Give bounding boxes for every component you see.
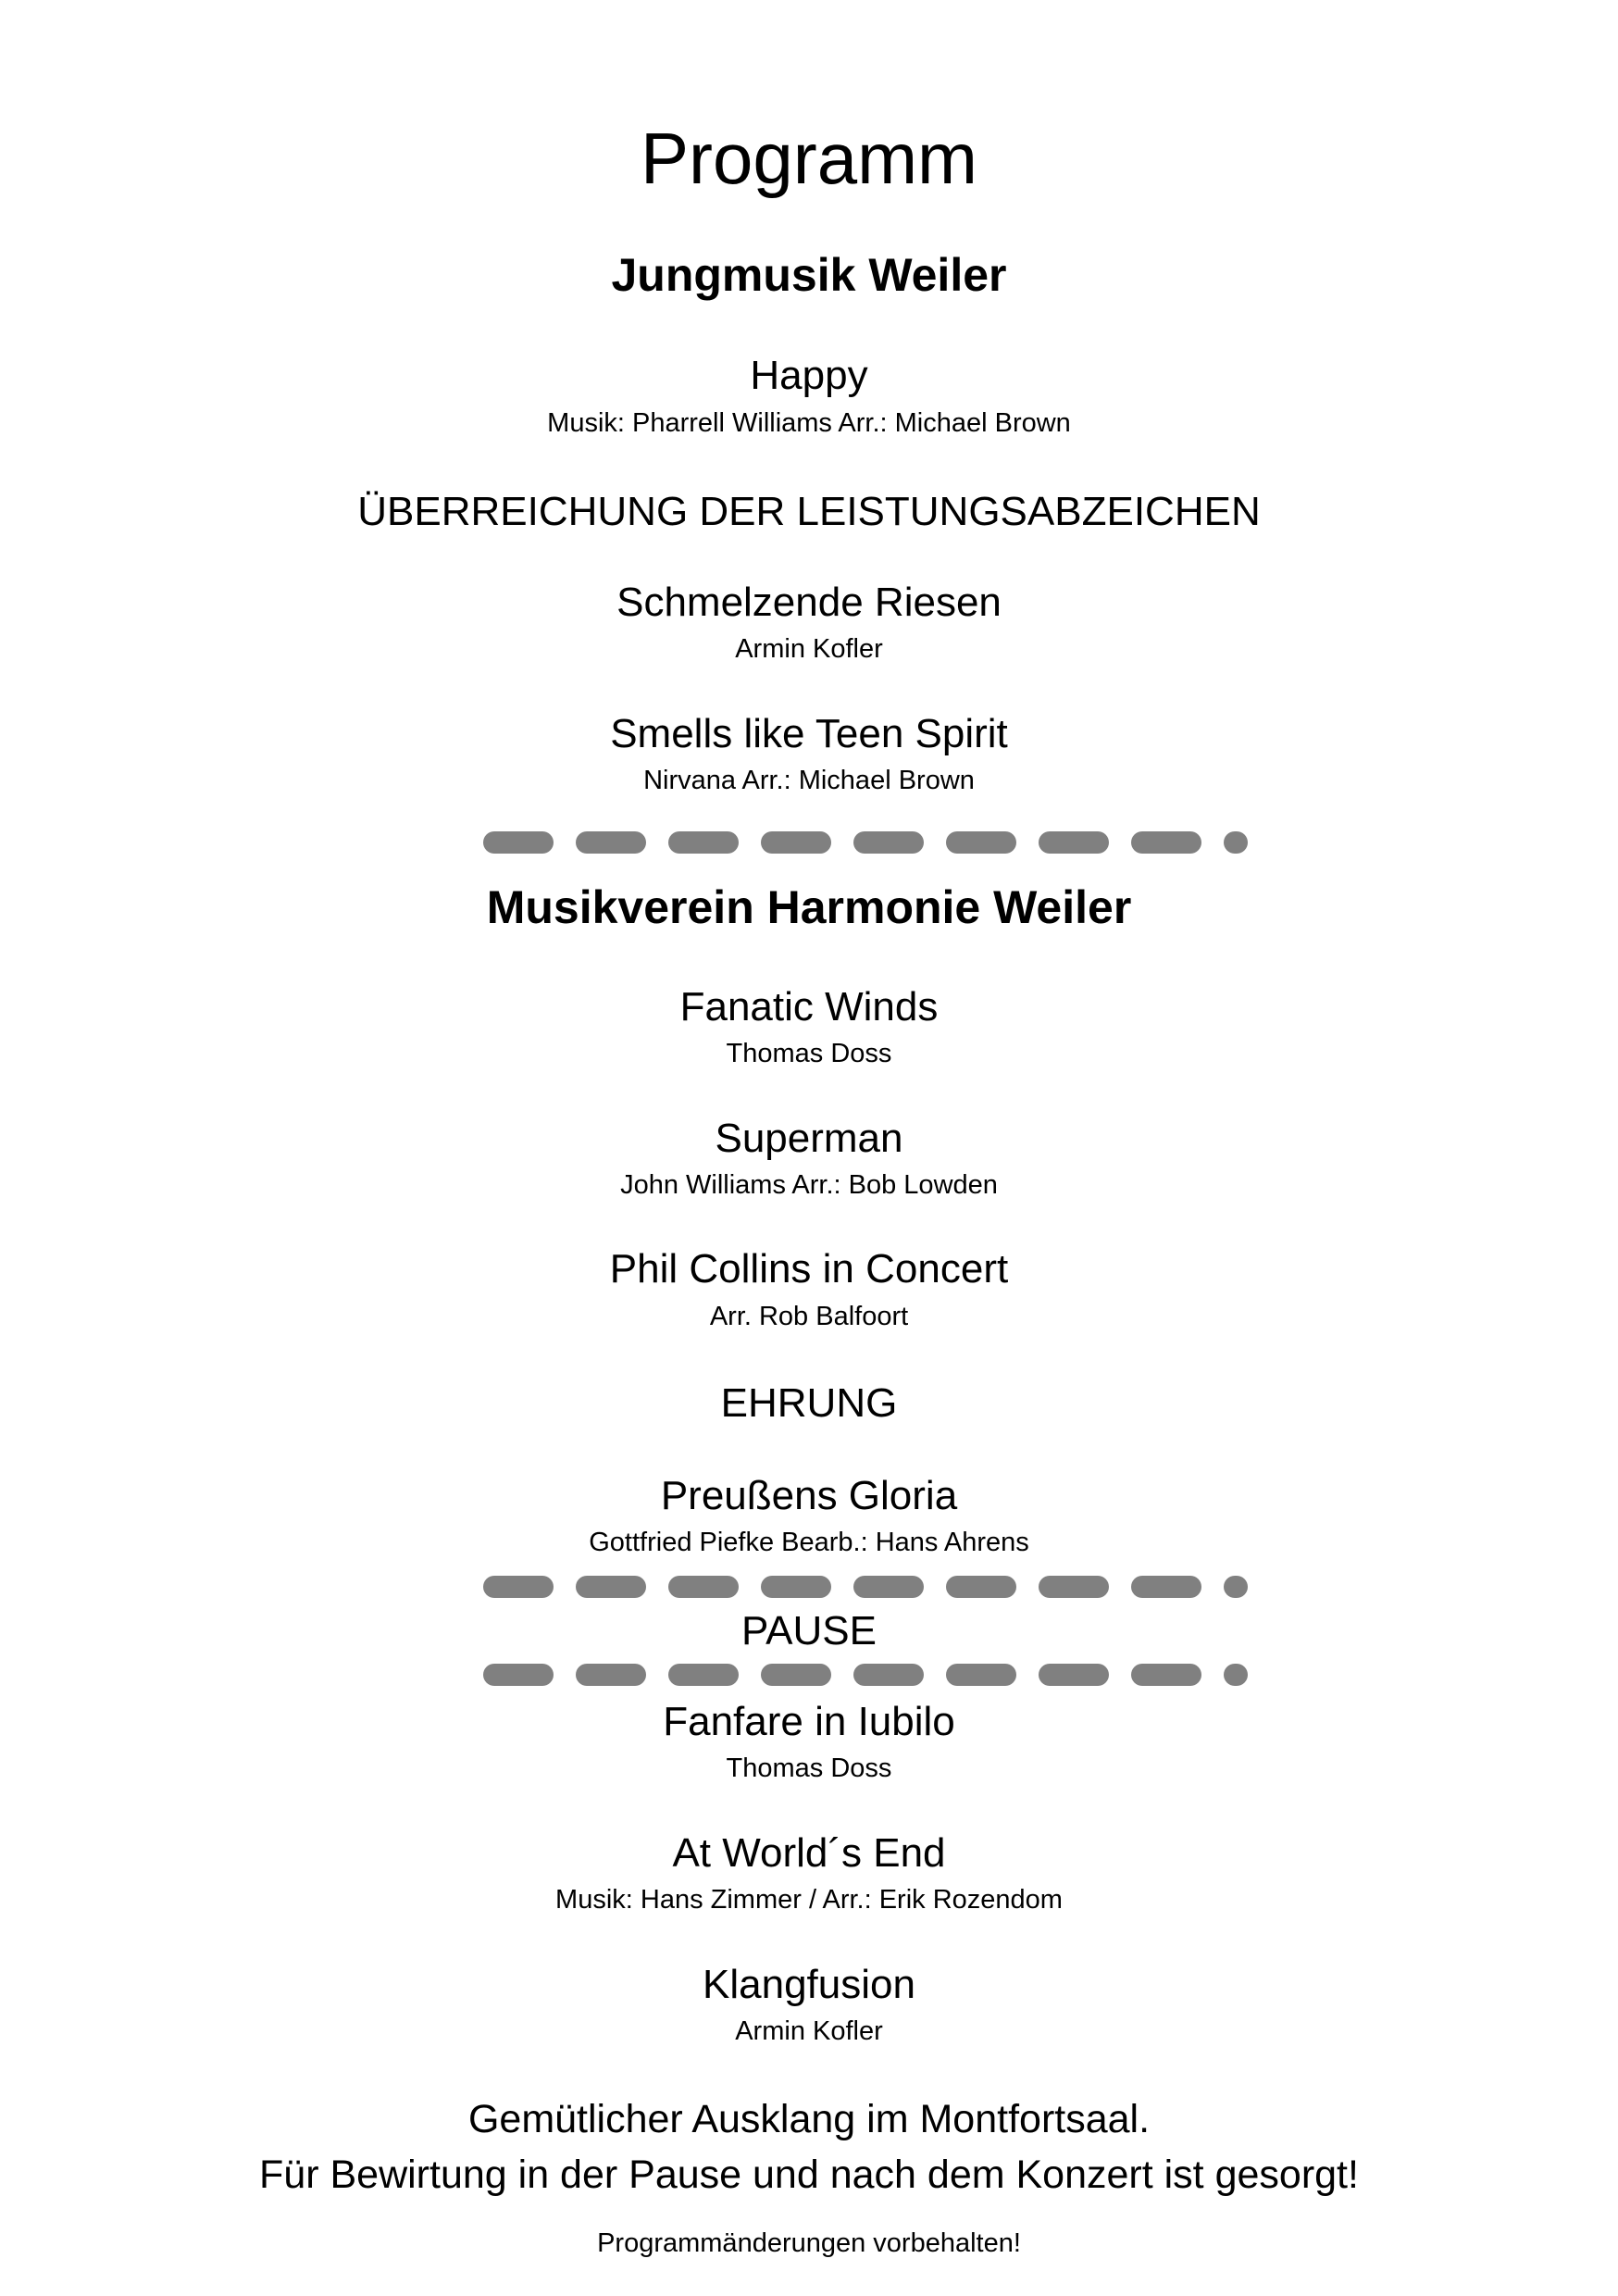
piece-credit-at-worlds-end: Musik: Hans Zimmer / Arr.: Erik Rozendom — [555, 1885, 1063, 1915]
band-heading-harmonie: Musikverein Harmonie Weiler — [486, 881, 1132, 933]
piece-credit-schmelzende-riesen: Armin Kofler — [735, 634, 883, 664]
divider-dot — [1224, 831, 1248, 854]
divider-dash — [668, 1576, 739, 1598]
divider-dash — [946, 1576, 1016, 1598]
divider-dot — [1224, 1576, 1248, 1598]
piece-title-happy: Happy — [750, 353, 868, 398]
piece-title-phil-collins: Phil Collins in Concert — [609, 1246, 1009, 1292]
divider-dash — [853, 1664, 924, 1686]
divider-dash — [576, 1664, 646, 1686]
divider-dash — [1039, 1576, 1109, 1598]
divider-dash — [668, 1664, 739, 1686]
closing-note: Programmänderungen vorbehalten! — [597, 2228, 1021, 2258]
divider-dash — [576, 1576, 646, 1598]
piece-title-preussens-gloria: Preußens Gloria — [660, 1473, 958, 1518]
divider-dash — [946, 831, 1016, 854]
piece-title-schmelzende-riesen: Schmelzende Riesen — [616, 580, 1002, 625]
divider-dash — [483, 1664, 554, 1686]
divider-dash — [853, 1576, 924, 1598]
piece-title-klangfusion: Klangfusion — [703, 1962, 915, 2007]
event-ehrung: EHRUNG — [720, 1380, 898, 1426]
divider-dot — [1224, 1664, 1248, 1686]
piece-title-teen-spirit: Smells like Teen Spirit — [610, 711, 1008, 756]
section-divider — [483, 1576, 1251, 1598]
piece-credit-preussens-gloria: Gottfried Piefke Bearb.: Hans Ahrens — [589, 1528, 1029, 1557]
band-heading-jungmusik: Jungmusik Weiler — [611, 249, 1007, 301]
piece-title-fanfare-in-iubilo: Fanfare in Iubilo — [663, 1699, 955, 1744]
divider-dash — [1131, 831, 1201, 854]
section-divider — [483, 831, 1251, 854]
pause-label: PAUSE — [741, 1608, 877, 1653]
piece-credit-teen-spirit: Nirvana Arr.: Michael Brown — [643, 766, 975, 795]
divider-dash — [576, 831, 646, 854]
piece-credit-phil-collins: Arr. Rob Balfoort — [709, 1302, 909, 1331]
piece-title-at-worlds-end: At World´s End — [672, 1830, 946, 1876]
piece-credit-happy: Musik: Pharrell Williams Arr.: Michael Brown — [547, 408, 1071, 438]
divider-dash — [483, 831, 554, 854]
piece-title-superman: Superman — [715, 1116, 903, 1161]
divider-dash — [483, 1576, 554, 1598]
piece-credit-superman: John Williams Arr.: Bob Lowden — [620, 1170, 998, 1200]
divider-dash — [761, 1664, 831, 1686]
divider-dash — [1039, 1664, 1109, 1686]
piece-credit-fanfare-in-iubilo: Thomas Doss — [726, 1753, 892, 1783]
page-title: Programm — [640, 118, 978, 199]
divider-dash — [761, 1576, 831, 1598]
piece-title-fanatic-winds: Fanatic Winds — [679, 984, 939, 1029]
closing-line-1: Gemütlicher Ausklang im Montfortsaal. — [467, 2097, 1151, 2141]
divider-dash — [1039, 831, 1109, 854]
divider-dash — [946, 1664, 1016, 1686]
divider-dash — [1131, 1664, 1201, 1686]
piece-credit-fanatic-winds: Thomas Doss — [726, 1039, 892, 1068]
piece-credit-klangfusion: Armin Kofler — [735, 2016, 883, 2046]
closing-line-2: Für Bewirtung in der Pause und nach dem Konzert ist gesorgt! — [259, 2152, 1359, 2197]
divider-dash — [761, 831, 831, 854]
event-leistungsabzeichen: ÜBERREICHUNG DER LEISTUNGSABZEICHEN — [357, 489, 1261, 534]
section-divider — [483, 1664, 1251, 1686]
divider-dash — [853, 831, 924, 854]
divider-dash — [1131, 1576, 1201, 1598]
divider-dash — [668, 831, 739, 854]
